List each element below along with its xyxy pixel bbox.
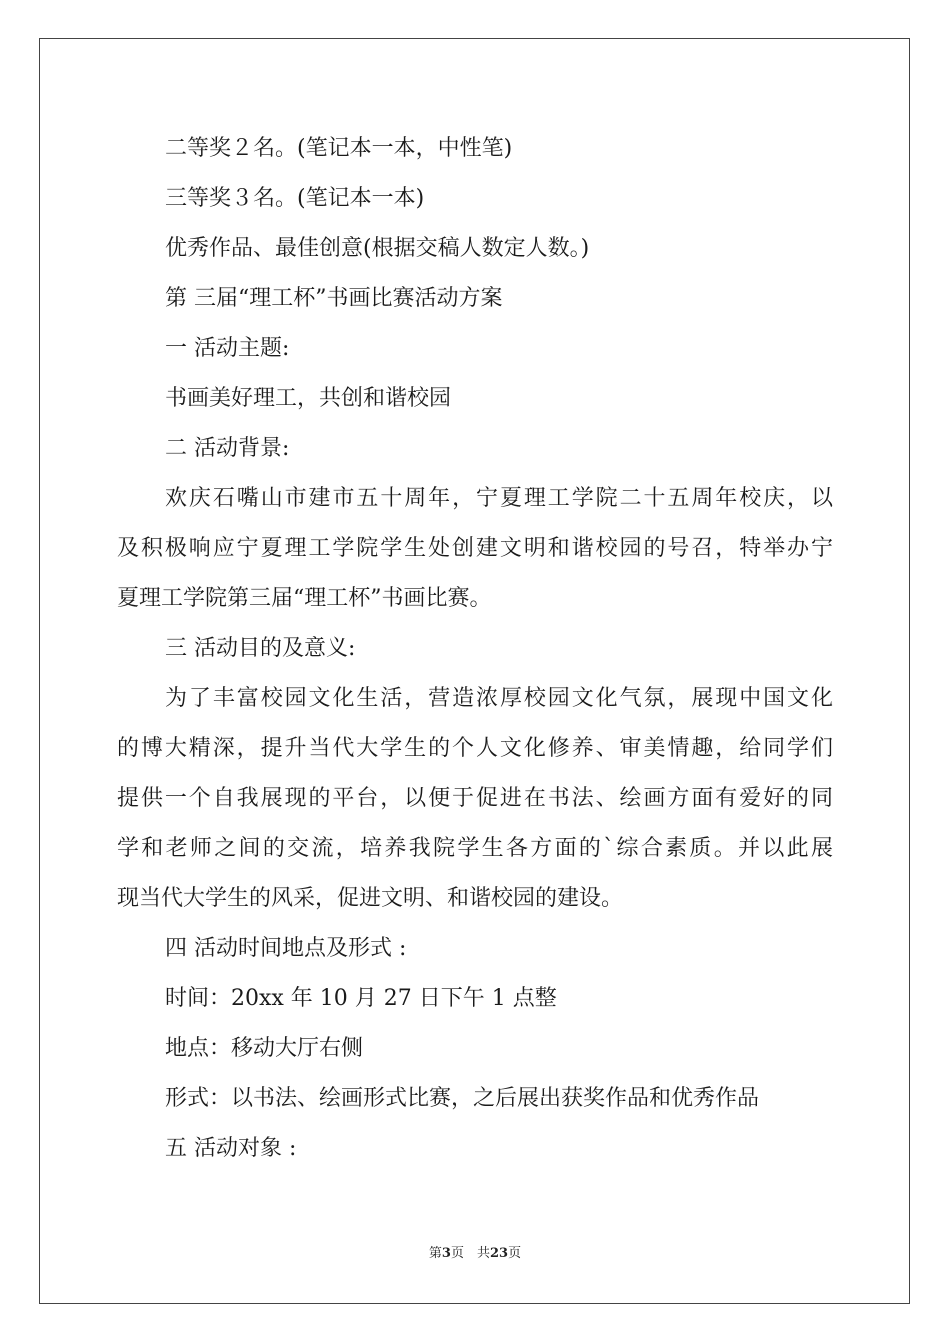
paragraph-purpose-line: 提供一个自我展现的平台，以便于促进在书法、绘画方面有爱好的同 [117, 786, 833, 811]
footer-page-number: 3 [441, 1246, 451, 1261]
heading-purpose: 三 活动目的及意义: [165, 636, 356, 661]
paragraph-purpose-line: 现当代大学生的风采，促进文明、和谐校园的建设。 [117, 886, 624, 911]
text-line-place: 地点：移动大厅右侧 [165, 1036, 364, 1061]
heading-theme: 一 活动主题: [165, 336, 290, 361]
footer-prefix: 第 [428, 1246, 442, 1261]
section-title: 第 三届“理工杯”书画比赛活动方案 [165, 286, 503, 311]
text-line-prize-second: 二等奖２名。(笔记本一本，中性笔) [165, 136, 513, 161]
heading-background: 二 活动背景: [165, 436, 290, 461]
footer-mid: 页 共 [450, 1246, 490, 1261]
text-line-prize-third: 三等奖３名。(笔记本一本) [165, 186, 425, 211]
paragraph-background-line: 及积极响应宁夏理工学院学生处创建文明和谐校园的号召，特举办宁 [117, 536, 833, 561]
text-line-form: 形式：以书法、绘画形式比赛，之后展出获奖作品和优秀作品 [165, 1086, 760, 1111]
footer-suffix: 页 [508, 1246, 522, 1261]
paragraph-background-line: 夏理工学院第三届“理工杯”书画比赛。 [117, 586, 492, 611]
text-line-prize-excellent: 优秀作品、最佳创意(根据交稿人数定人数。) [165, 236, 590, 261]
heading-participants: 五 活动对象 : [165, 1136, 297, 1161]
paragraph-purpose-line: 学和老师之间的交流，培养我院学生各方面的`综合素质。并以此展 [117, 836, 833, 861]
text-line-theme: 书画美好理工，共创和谐校园 [165, 386, 452, 411]
page-footer [0, 1246, 950, 1262]
text-line-time: 时间：20xx 年 10 月 27 日下午 1 点整 [165, 986, 557, 1011]
page-border [39, 38, 910, 1304]
paragraph-purpose-line: 为了丰富校园文化生活，营造浓厚校园文化气氛，展现中国文化 [165, 686, 833, 711]
paragraph-background-line: 欢庆石嘴山市建市五十周年，宁夏理工学院二十五周年校庆，以 [165, 486, 833, 511]
heading-time-place: 四 活动时间地点及形式 : [165, 936, 407, 961]
paragraph-purpose-line: 的博大精深，提升当代大学生的个人文化修养、审美情趣，给同学们 [117, 736, 833, 761]
footer-total-pages: 23 [489, 1246, 509, 1261]
